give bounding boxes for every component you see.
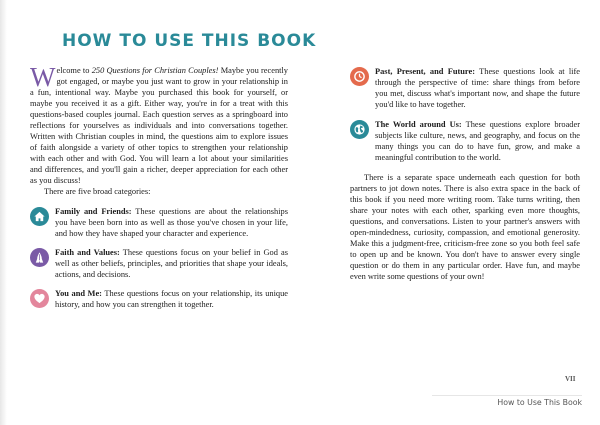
praying-hands-icon	[30, 248, 49, 267]
category-description: These questions look at life through the perspective of time: share things from before you met, discuss what's important now, and shape the future you'd like to have together.	[375, 67, 581, 109]
drop-cap: W	[30, 62, 56, 92]
category-description: These questions explore broader subjects like culture, news, and geography, and focus on the many things you can do to have fun, grow, and make a meaningful contribution to the world.	[375, 120, 580, 162]
intro-book-title: 250 Questions for Christian Couples!	[91, 66, 219, 75]
right-column	[350, 66, 580, 282]
category-description: These questions are about the relationships you have been born into as well as those you've chosen in your life, and how they have shaped your character and experience.	[55, 207, 288, 238]
closing-paragraph: There is a separate space underneath each question for both partners to jot down notes. There is also extra space in the back of this book if you need more writing room. Take turns writing, then share your notes with each other, sparking even more thoughts, questions, and conversations. Listen to your partner's answers with open-mindedness, curiosity, compassion, and emotional generosity. Make this a judgment-free, criticism-free zone so you both feel safe to open up and be known. You don't have to answer every single question or do them in any particular order. Have fun, and maybe even write some questions of your own!	[350, 173, 580, 281]
category-name: Faith and Values:	[55, 248, 120, 257]
category-text	[55, 247, 288, 280]
category-description: These questions focus on your belief in God as well as other beliefs, principles, and priorities that shape your ideals, actions, and decisions.	[55, 248, 288, 279]
category-past-present-future	[350, 66, 580, 110]
category-text	[375, 66, 580, 110]
page-spine-shadow	[0, 0, 7, 425]
running-footer: How to Use This Book	[432, 395, 582, 410]
category-name: Past, Present, and Future:	[375, 67, 476, 76]
category-name: The World around Us:	[375, 120, 462, 129]
intro-body: Maybe you recently got engaged, or maybe you just want to grow in your relationship in a fun, intentional way. Maybe you purchased this book for yourself, or maybe you received it as a gift. Either way, you're in for a treat with this questions-based couples journal. Each question serves as a springboard into reflections for yourselves as individuals and into conversations together. Written with Christian couples in mind, the questions aim to explore issues of faith alongside a variety of other topics to strengthen your relationship with each other and with God. You will learn a lot about your similarities and differences, and you'll gain a richer, deeper appreciation for each other as you discuss!	[30, 66, 288, 185]
left-column	[30, 62, 288, 310]
categories-lead: There are five broad categories:	[44, 187, 151, 196]
house-icon	[30, 207, 49, 226]
category-you-and-me	[30, 288, 288, 310]
intro-opening: elcome to	[56, 66, 92, 75]
page-title: HOW TO USE THIS BOOK	[62, 31, 317, 51]
category-text	[375, 119, 580, 163]
page-number: VII	[565, 375, 576, 383]
clock-icon	[350, 67, 369, 86]
category-world-around-us	[350, 119, 580, 163]
category-description: These questions focus on your relationship, its unique history, and how you can strengthen it together.	[55, 289, 288, 309]
intro-paragraph	[30, 62, 288, 186]
category-faith-and-values	[30, 247, 288, 280]
heart-icon	[30, 289, 49, 308]
globe-icon	[350, 120, 369, 139]
category-family-and-friends	[30, 206, 288, 239]
category-name: Family and Friends:	[55, 207, 132, 216]
category-text	[55, 288, 288, 310]
category-name: You and Me:	[55, 289, 102, 298]
category-text	[55, 206, 288, 239]
